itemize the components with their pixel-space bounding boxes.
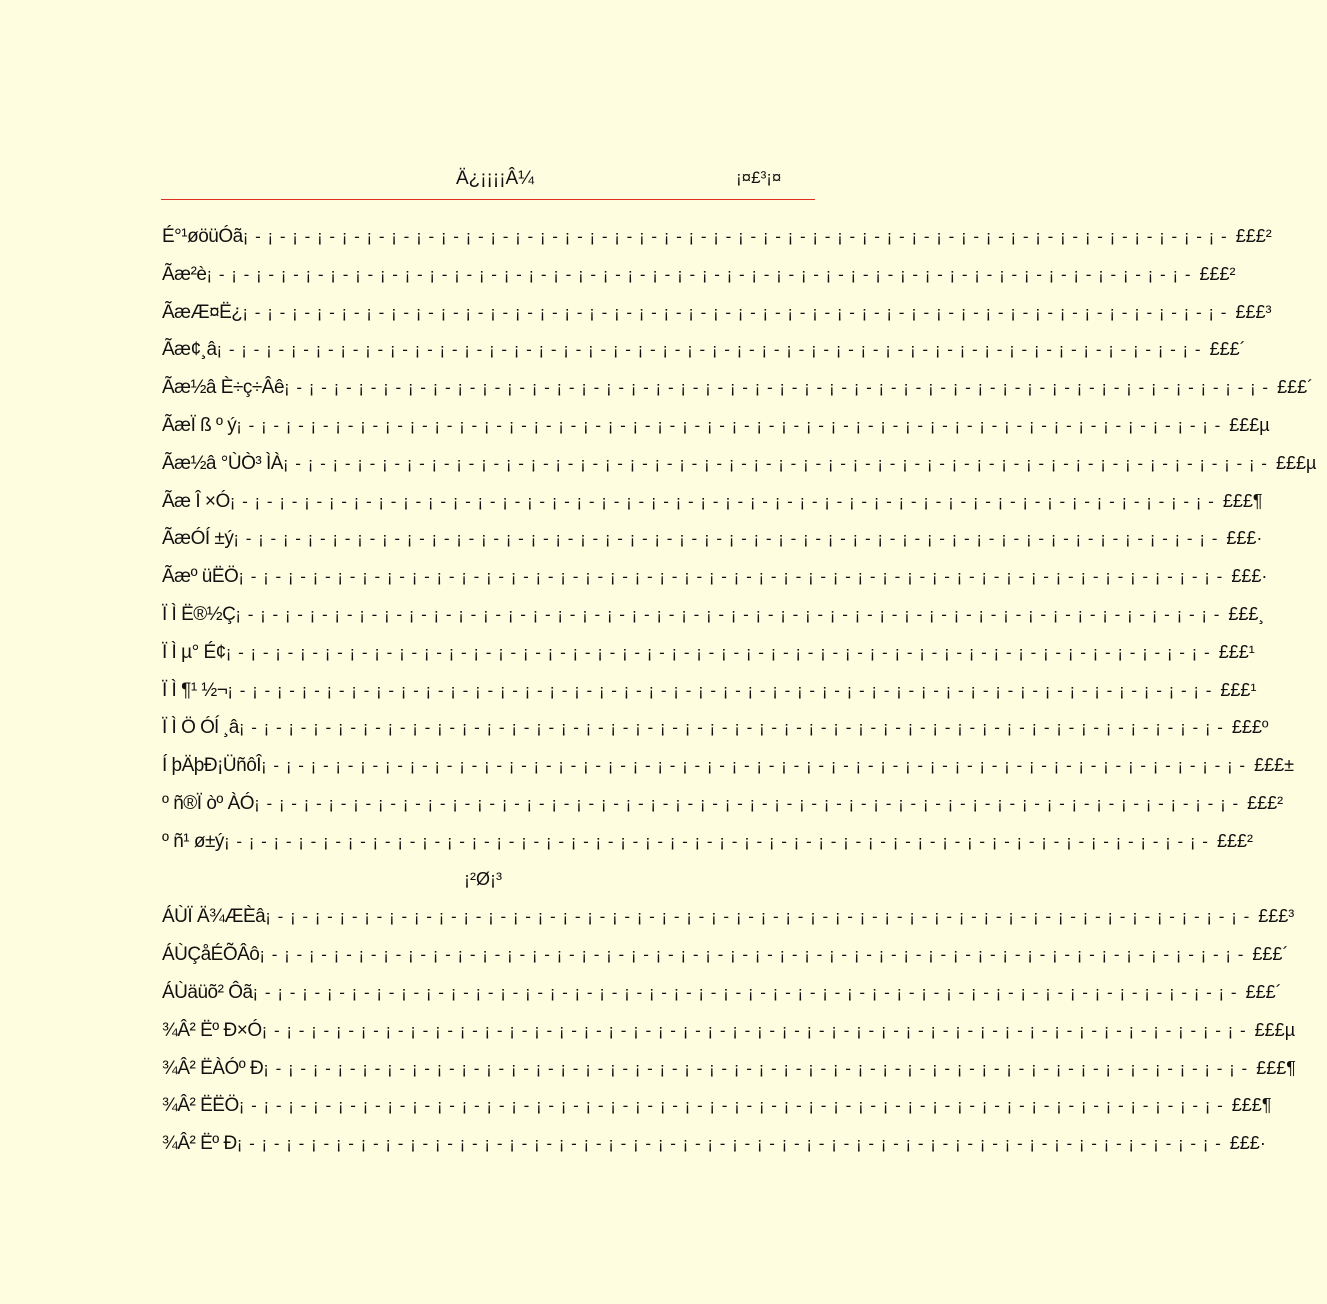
toc-entry[interactable]	[162, 830, 1253, 869]
dot-leader: ¡ - ¡ - ¡ - ¡ - ¡ - ¡ - ¡ - ¡ - ¡ - ¡ - ¡ - ¡ - ¡ - ¡ - ¡ - ¡ - ¡ - ¡ - ¡ - ¡ - ¡ - ¡ - ¡ - ¡ - ¡ - ¡ - ¡ - ¡ - ¡ - ¡ - ¡ - ¡ - ¡ - ¡ - ¡ - ¡ - ¡ - ¡ - ¡ - ¡ -	[252, 982, 1238, 1002]
toc-entry-page: £££¶	[1231, 1095, 1272, 1116]
dot-leader: ¡ - ¡ - ¡ - ¡ - ¡ - ¡ - ¡ - ¡ - ¡ - ¡ - ¡ - ¡ - ¡ - ¡ - ¡ - ¡ - ¡ - ¡ - ¡ - ¡ - ¡ - ¡ - ¡ - ¡ - ¡ - ¡ - ¡ - ¡ - ¡ - ¡ - ¡ - ¡ - ¡ - ¡ - ¡ - ¡ - ¡ - ¡ - ¡ - ¡ -	[233, 529, 1219, 549]
dot-leader: ¡ - ¡ - ¡ - ¡ - ¡ - ¡ - ¡ - ¡ - ¡ - ¡ - ¡ - ¡ - ¡ - ¡ - ¡ - ¡ - ¡ - ¡ - ¡ - ¡ - ¡ - ¡ - ¡ - ¡ - ¡ - ¡ - ¡ - ¡ - ¡ - ¡ - ¡ - ¡ - ¡ - ¡ - ¡ - ¡ - ¡ - ¡ - ¡ - ¡ -	[238, 1096, 1224, 1116]
toc-entry[interactable]	[162, 1057, 1296, 1096]
toc-entry-page: £££±	[1254, 755, 1294, 776]
toc-entry-label: Ãæº üËÖ	[162, 566, 239, 588]
toc-entry-page: £££²	[1216, 830, 1253, 851]
dot-leader: ¡ - ¡ - ¡ - ¡ - ¡ - ¡ - ¡ - ¡ - ¡ - ¡ - ¡ - ¡ - ¡ - ¡ - ¡ - ¡ - ¡ - ¡ - ¡ - ¡ - ¡ - ¡ - ¡ - ¡ - ¡ - ¡ - ¡ - ¡ - ¡ - ¡ - ¡ - ¡ - ¡ - ¡ - ¡ - ¡ - ¡ - ¡ - ¡ - ¡ -	[284, 378, 1270, 398]
toc-entry-label: Ãæ¢¸â	[162, 339, 217, 361]
dot-leader: ¡ - ¡ - ¡ - ¡ - ¡ - ¡ - ¡ - ¡ - ¡ - ¡ - ¡ - ¡ - ¡ - ¡ - ¡ - ¡ - ¡ - ¡ - ¡ - ¡ - ¡ - ¡ - ¡ - ¡ - ¡ - ¡ - ¡ - ¡ - ¡ - ¡ - ¡ - ¡ - ¡ - ¡ - ¡ - ¡ - ¡ - ¡ - ¡ - ¡ -	[242, 227, 1228, 246]
toc-entry-page: £££´	[1245, 981, 1282, 1002]
toc-entry[interactable]	[162, 755, 1294, 793]
toc-entry-page: £££¸	[1228, 603, 1265, 624]
toc-entry-page: £££·	[1229, 1133, 1266, 1154]
toc-entry-page: £££²	[1199, 263, 1236, 284]
dot-leader: ¡ - ¡ - ¡ - ¡ - ¡ - ¡ - ¡ - ¡ - ¡ - ¡ - ¡ - ¡ - ¡ - ¡ - ¡ - ¡ - ¡ - ¡ - ¡ - ¡ - ¡ - ¡ - ¡ - ¡ - ¡ - ¡ - ¡ - ¡ - ¡ - ¡ - ¡ - ¡ - ¡ - ¡ - ¡ - ¡ - ¡ - ¡ - ¡ - ¡ -	[254, 793, 1240, 813]
toc-entry[interactable]	[162, 792, 1284, 831]
dot-leader: ¡ - ¡ - ¡ - ¡ - ¡ - ¡ - ¡ - ¡ - ¡ - ¡ - ¡ - ¡ - ¡ - ¡ - ¡ - ¡ - ¡ - ¡ - ¡ - ¡ - ¡ - ¡ - ¡ - ¡ - ¡ - ¡ - ¡ - ¡ - ¡ - ¡ - ¡ - ¡ - ¡ - ¡ - ¡ - ¡ - ¡ - ¡ - ¡ - ¡ -	[261, 756, 1247, 776]
toc-entry[interactable]	[162, 1019, 1296, 1058]
toc-entry[interactable]	[162, 944, 1289, 982]
toc-entry-page: £££¹	[1220, 679, 1257, 700]
toc-entry[interactable]	[162, 414, 1270, 453]
toc-entry-page: £££²	[1247, 792, 1284, 813]
toc-entry-page: £££µ	[1254, 1019, 1296, 1040]
toc-entry-page: £££·	[1231, 566, 1268, 587]
toc-entry-page: £££³	[1258, 906, 1295, 927]
toc-entry[interactable]	[162, 906, 1295, 944]
toc-entry[interactable]	[162, 490, 1263, 529]
toc-entry[interactable]	[162, 263, 1236, 302]
toc-entry-page: £££´	[1209, 339, 1246, 360]
toc-entry[interactable]	[162, 603, 1265, 642]
toc-entry-label: ÃæÓÍ ±ý	[162, 528, 234, 550]
running-header-title: Ä¿¡¡¡¡Â¼	[455, 168, 535, 189]
toc-entry[interactable]	[162, 301, 1272, 340]
toc-entry-label: Ãæ Î ×Ó	[162, 490, 230, 512]
toc-entry[interactable]	[162, 339, 1246, 377]
dot-leader: ¡ - ¡ - ¡ - ¡ - ¡ - ¡ - ¡ - ¡ - ¡ - ¡ - ¡ - ¡ - ¡ - ¡ - ¡ - ¡ - ¡ - ¡ - ¡ - ¡ - ¡ - ¡ - ¡ - ¡ - ¡ - ¡ - ¡ - ¡ - ¡ - ¡ - ¡ - ¡ - ¡ - ¡ - ¡ - ¡ - ¡ - ¡ - ¡ - ¡ -	[225, 642, 1211, 662]
toc-entry[interactable]	[162, 981, 1282, 1020]
toc-entry-label: Ï Ì Ö Óĺ ¸â	[162, 717, 239, 739]
toc-entry-label: ÃæÆ¤Ë¿	[162, 301, 243, 323]
dot-leader: ¡ - ¡ - ¡ - ¡ - ¡ - ¡ - ¡ - ¡ - ¡ - ¡ - ¡ - ¡ - ¡ - ¡ - ¡ - ¡ - ¡ - ¡ - ¡ - ¡ - ¡ - ¡ - ¡ - ¡ - ¡ - ¡ - ¡ - ¡ - ¡ - ¡ - ¡ - ¡ - ¡ - ¡ - ¡ - ¡ - ¡ - ¡ - ¡ - ¡ -	[236, 415, 1222, 435]
dot-leader: ¡ - ¡ - ¡ - ¡ - ¡ - ¡ - ¡ - ¡ - ¡ - ¡ - ¡ - ¡ - ¡ - ¡ - ¡ - ¡ - ¡ - ¡ - ¡ - ¡ - ¡ - ¡ - ¡ - ¡ - ¡ - ¡ - ¡ - ¡ - ¡ - ¡ - ¡ - ¡ - ¡ - ¡ - ¡ - ¡ - ¡ - ¡ - ¡ - ¡ -	[261, 1020, 1247, 1040]
dot-leader: ¡ - ¡ - ¡ - ¡ - ¡ - ¡ - ¡ - ¡ - ¡ - ¡ - ¡ - ¡ - ¡ - ¡ - ¡ - ¡ - ¡ - ¡ - ¡ - ¡ - ¡ - ¡ - ¡ - ¡ - ¡ - ¡ - ¡ - ¡ - ¡ - ¡ - ¡ - ¡ - ¡ - ¡ - ¡ - ¡ - ¡ - ¡ - ¡ - ¡ -	[206, 264, 1192, 284]
toc-entry-page: £££¶	[1256, 1057, 1296, 1078]
toc-entry-label: ÃæÏ ß º ý	[162, 414, 237, 436]
toc-entry-page: £££·	[1226, 528, 1263, 549]
dot-leader: ¡ - ¡ - ¡ - ¡ - ¡ - ¡ - ¡ - ¡ - ¡ - ¡ - ¡ - ¡ - ¡ - ¡ - ¡ - ¡ - ¡ - ¡ - ¡ - ¡ - ¡ - ¡ - ¡ - ¡ - ¡ - ¡ - ¡ - ¡ - ¡ - ¡ - ¡ - ¡ - ¡ - ¡ - ¡ - ¡ - ¡ - ¡ - ¡ - ¡ -	[216, 340, 1202, 360]
dot-leader: ¡ - ¡ - ¡ - ¡ - ¡ - ¡ - ¡ - ¡ - ¡ - ¡ - ¡ - ¡ - ¡ - ¡ - ¡ - ¡ - ¡ - ¡ - ¡ - ¡ - ¡ - ¡ - ¡ - ¡ - ¡ - ¡ - ¡ - ¡ - ¡ - ¡ - ¡ - ¡ - ¡ - ¡ - ¡ - ¡ - ¡ - ¡ - ¡ - ¡ -	[227, 680, 1213, 700]
toc-entry[interactable]	[162, 566, 1268, 604]
section-heading: ¡²Ø¡³	[464, 868, 502, 889]
toc-entry-label: ÁÙäüõ² Ôã	[162, 981, 253, 1003]
table-of-contents	[162, 226, 1317, 1171]
toc-entry-page: £££´	[1252, 944, 1289, 965]
toc-entry-label: Ï Ì Ë®½Ç	[162, 603, 236, 625]
dot-leader: ¡ - ¡ - ¡ - ¡ - ¡ - ¡ - ¡ - ¡ - ¡ - ¡ - ¡ - ¡ - ¡ - ¡ - ¡ - ¡ - ¡ - ¡ - ¡ - ¡ - ¡ - ¡ - ¡ - ¡ - ¡ - ¡ - ¡ - ¡ - ¡ - ¡ - ¡ - ¡ - ¡ - ¡ - ¡ - ¡ - ¡ - ¡ - ¡ - ¡ -	[242, 302, 1228, 322]
dot-leader: ¡ - ¡ - ¡ - ¡ - ¡ - ¡ - ¡ - ¡ - ¡ - ¡ - ¡ - ¡ - ¡ - ¡ - ¡ - ¡ - ¡ - ¡ - ¡ - ¡ - ¡ - ¡ - ¡ - ¡ - ¡ - ¡ - ¡ - ¡ - ¡ - ¡ - ¡ - ¡ - ¡ - ¡ - ¡ - ¡ - ¡ - ¡ - ¡ - ¡ -	[265, 907, 1251, 927]
dot-leader: ¡ - ¡ - ¡ - ¡ - ¡ - ¡ - ¡ - ¡ - ¡ - ¡ - ¡ - ¡ - ¡ - ¡ - ¡ - ¡ - ¡ - ¡ - ¡ - ¡ - ¡ - ¡ - ¡ - ¡ - ¡ - ¡ - ¡ - ¡ - ¡ - ¡ - ¡ - ¡ - ¡ - ¡ - ¡ - ¡ - ¡ - ¡ - ¡ - ¡ -	[223, 831, 1209, 851]
toc-entry-page: £££´	[1277, 377, 1314, 398]
toc-entry-label: Ãæ½â È÷ç÷Âê	[162, 377, 285, 399]
dot-leader: ¡ - ¡ - ¡ - ¡ - ¡ - ¡ - ¡ - ¡ - ¡ - ¡ - ¡ - ¡ - ¡ - ¡ - ¡ - ¡ - ¡ - ¡ - ¡ - ¡ - ¡ - ¡ - ¡ - ¡ - ¡ - ¡ - ¡ - ¡ - ¡ - ¡ - ¡ - ¡ - ¡ - ¡ - ¡ - ¡ - ¡ - ¡ - ¡ - ¡ -	[229, 491, 1215, 511]
toc-entry-label: º ñ®Ï òº ÀÓ	[162, 792, 255, 814]
toc-entry-label: ÁÙÇåÉÕÂô	[162, 944, 260, 966]
toc-entry[interactable]	[162, 452, 1317, 491]
toc-entry-label: Ï Ì µ° É¢	[162, 641, 226, 663]
toc-entry[interactable]	[162, 641, 1255, 680]
toc-entry[interactable]	[162, 226, 1272, 264]
toc-entry[interactable]	[162, 679, 1257, 718]
toc-entry[interactable]	[162, 528, 1263, 566]
dot-leader: ¡ - ¡ - ¡ - ¡ - ¡ - ¡ - ¡ - ¡ - ¡ - ¡ - ¡ - ¡ - ¡ - ¡ - ¡ - ¡ - ¡ - ¡ - ¡ - ¡ - ¡ - ¡ - ¡ - ¡ - ¡ - ¡ - ¡ - ¡ - ¡ - ¡ - ¡ - ¡ - ¡ - ¡ - ¡ - ¡ - ¡ - ¡ - ¡ - ¡ -	[263, 1058, 1249, 1078]
toc-entry[interactable]	[162, 377, 1314, 415]
toc-entry-label: º ñ¹ ø±ý	[162, 830, 224, 852]
toc-entry-page: £££³	[1235, 301, 1272, 322]
dot-leader: ¡ - ¡ - ¡ - ¡ - ¡ - ¡ - ¡ - ¡ - ¡ - ¡ - ¡ - ¡ - ¡ - ¡ - ¡ - ¡ - ¡ - ¡ - ¡ - ¡ - ¡ - ¡ - ¡ - ¡ - ¡ - ¡ - ¡ - ¡ - ¡ - ¡ - ¡ - ¡ - ¡ - ¡ - ¡ - ¡ - ¡ - ¡ - ¡ - ¡ -	[238, 718, 1224, 738]
toc-entry[interactable]	[162, 717, 1269, 755]
dot-leader: ¡ - ¡ - ¡ - ¡ - ¡ - ¡ - ¡ - ¡ - ¡ - ¡ - ¡ - ¡ - ¡ - ¡ - ¡ - ¡ - ¡ - ¡ - ¡ - ¡ - ¡ - ¡ - ¡ - ¡ - ¡ - ¡ - ¡ - ¡ - ¡ - ¡ - ¡ - ¡ - ¡ - ¡ - ¡ - ¡ - ¡ - ¡ - ¡ - ¡ -	[236, 1134, 1222, 1154]
toc-entry-page: £££µ	[1275, 452, 1317, 473]
header-rule	[161, 199, 815, 200]
toc-entry[interactable]	[162, 1095, 1272, 1133]
toc-entry-page: £££µ	[1229, 414, 1270, 435]
toc-entry-label: Ï Ì ¶¹ ½¬	[162, 679, 228, 701]
dot-leader: ¡ - ¡ - ¡ - ¡ - ¡ - ¡ - ¡ - ¡ - ¡ - ¡ - ¡ - ¡ - ¡ - ¡ - ¡ - ¡ - ¡ - ¡ - ¡ - ¡ - ¡ - ¡ - ¡ - ¡ - ¡ - ¡ - ¡ - ¡ - ¡ - ¡ - ¡ - ¡ - ¡ - ¡ - ¡ - ¡ - ¡ - ¡ - ¡ - ¡ -	[259, 945, 1245, 965]
toc-entry-page: £££¹	[1218, 641, 1255, 662]
dot-leader: ¡ - ¡ - ¡ - ¡ - ¡ - ¡ - ¡ - ¡ - ¡ - ¡ - ¡ - ¡ - ¡ - ¡ - ¡ - ¡ - ¡ - ¡ - ¡ - ¡ - ¡ - ¡ - ¡ - ¡ - ¡ - ¡ - ¡ - ¡ - ¡ - ¡ - ¡ - ¡ - ¡ - ¡ - ¡ - ¡ - ¡ - ¡ - ¡ - ¡ -	[235, 604, 1221, 624]
toc-entry-page: £££²	[1235, 226, 1272, 246]
toc-entry-page: £££º	[1231, 717, 1269, 738]
toc-entry-label: ¾Â² Ëº Ð×Ó	[162, 1019, 262, 1041]
dot-leader: ¡ - ¡ - ¡ - ¡ - ¡ - ¡ - ¡ - ¡ - ¡ - ¡ - ¡ - ¡ - ¡ - ¡ - ¡ - ¡ - ¡ - ¡ - ¡ - ¡ - ¡ - ¡ - ¡ - ¡ - ¡ - ¡ - ¡ - ¡ - ¡ - ¡ - ¡ - ¡ - ¡ - ¡ - ¡ - ¡ - ¡ - ¡ - ¡ - ¡ -	[282, 453, 1268, 473]
toc-entry-label: ¾Â² Ëº Ð	[162, 1133, 237, 1155]
dot-leader: ¡ - ¡ - ¡ - ¡ - ¡ - ¡ - ¡ - ¡ - ¡ - ¡ - ¡ - ¡ - ¡ - ¡ - ¡ - ¡ - ¡ - ¡ - ¡ - ¡ - ¡ - ¡ - ¡ - ¡ - ¡ - ¡ - ¡ - ¡ - ¡ - ¡ - ¡ - ¡ - ¡ - ¡ - ¡ - ¡ - ¡ - ¡ - ¡ - ¡ -	[238, 567, 1224, 587]
running-header-page-number: ¡¤£³¡¤	[736, 168, 782, 187]
toc-entry-label: Í þÄþÐ¡ÜñôÎ	[162, 755, 262, 777]
toc-entry[interactable]	[162, 1133, 1266, 1171]
toc-entry-label: ¾Â² ËÀÓº Ð	[162, 1057, 264, 1079]
toc-entry-label: ÁÙÏ Ä¾ÆÈâ	[162, 906, 266, 928]
toc-entry-label: ¾Â² ËËÖ	[162, 1095, 239, 1117]
toc-entry-label: É°¹øöüÓã	[162, 226, 243, 247]
toc-entry-label: Ãæ²è	[162, 263, 207, 285]
toc-entry-label: Ãæ½â °ÙÒ³ ÌÀ	[162, 452, 283, 474]
toc-entry-page: £££¶	[1222, 490, 1263, 511]
